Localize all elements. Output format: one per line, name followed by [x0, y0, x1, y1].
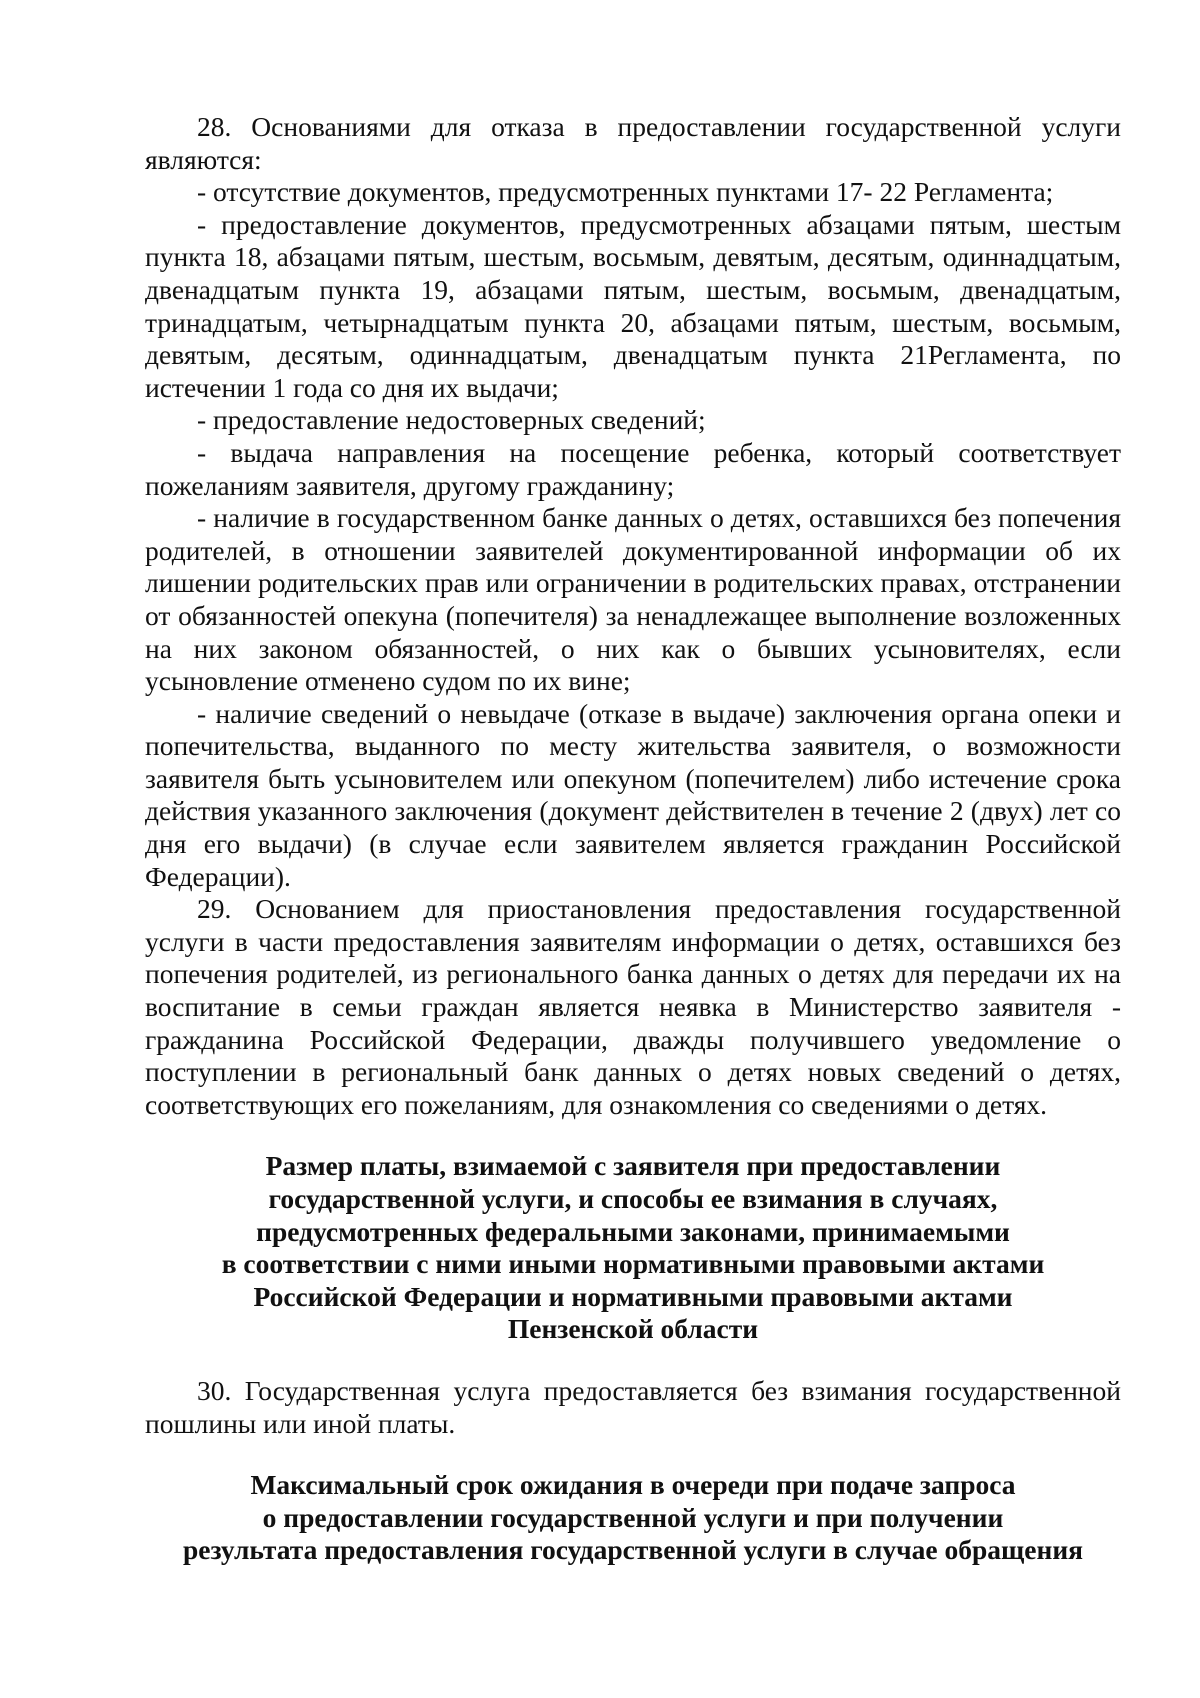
- list-item-referral-issued: - выдача направления на посещение ребенка, который соответствует пожеланиям заявителя, другому гражданину;: [145, 436, 1121, 501]
- list-item-missing-documents: - отсутствие документов, предусмотренных пунктами 17- 22 Регламента;: [197, 176, 1054, 208]
- heading-line: предусмотренных федеральными законами, принимаемыми: [256, 1215, 1010, 1247]
- list-item-false-information: - предоставление недостоверных сведений;: [197, 404, 706, 436]
- heading-line: Российской Федерации и нормативными правовыми актами: [253, 1280, 1013, 1312]
- section-heading-fee: [145, 1150, 1121, 1346]
- document-page: [145, 111, 1121, 1567]
- list-item-deprivation-of-rights: - наличие в государственном банке данных о детях, оставшихся без попечения родителей, в отношении заявителей документированной информации об их лишении родительских прав или ограничении в родительских правах, отстранении от обязанностей опекуна (попечителя) за ненадлежащее выполнение возложенных на них законом обязанностей, о них как о бывших усыновителях, если усыновление отменено судом по их вине;: [145, 502, 1121, 697]
- paragraph-30: 30. Государственная услуга предоставляется без взимания государственной пошлины или иной платы.: [145, 1374, 1121, 1439]
- heading-line: о предоставлении государственной услуги и при получении: [262, 1501, 1004, 1533]
- section-heading-waiting-time: [145, 1469, 1121, 1567]
- heading-line: Максимальный срок ожидания в очереди при подаче запроса: [250, 1469, 1016, 1501]
- heading-line: Размер платы, взимаемой с заявителя при предоставлении: [265, 1150, 1001, 1182]
- heading-line: в соответствии с ними иными нормативными правовыми актами: [221, 1248, 1045, 1280]
- heading-line: результата предоставления государственной услуги в случае обращения: [182, 1534, 1084, 1566]
- list-item-expired-documents: - предоставление документов, предусмотренных абзацами пятым, шестым пункта 18, абзацами пятым, шестым, восьмым, девятым, десятым, одиннадцатым, двенадцатым пункта 19, абзацами пятым, шестым, восьмым, двенадцатым, тринадцатым, четырнадцатым пункта 20, абзацами пятым, шестым, восьмым, девятым, десятым, одиннадцатым, двенадцатым пункта 21Регламента, по истечении 1 года со дня их выдачи;: [145, 208, 1121, 403]
- section-grounds-for-refusal: [145, 111, 1121, 1121]
- heading-line: Пензенской области: [507, 1313, 759, 1345]
- heading-line: государственной услуги, и способы ее взимания в случаях,: [268, 1183, 998, 1214]
- paragraph-29: 29. Основанием для приостановления предоставления государственной услуги в части предоставления заявителям информации о детях, оставшихся без попечения родителей, из регионального банка данных о детях для передачи их на воспитание в семьи граждан является неявка в Министерство заявителя - гражданина Российской Федерации, дважды получившего уведомление о поступлении в региональный банк данных о детях новых сведений о детях, соответствующих его пожеланиям, для ознакомления со сведениями о детях.: [145, 893, 1121, 1120]
- paragraph-28: 28. Основаниями для отказа в предоставлении государственной услуги являются:: [145, 111, 1121, 175]
- list-item-no-conclusion: - наличие сведений о невыдаче (отказе в выдаче) заключения органа опеки и попечительства, выданного по месту жительства заявителя, о возможности заявителя быть усыновителем или опекуном (попечителем) либо истечение срока действия указанного заключения (документ действителен в течение 2 (двух) лет со дня его выдачи) (в случае если заявителем является гражданин Российской Федерации).: [145, 697, 1121, 892]
